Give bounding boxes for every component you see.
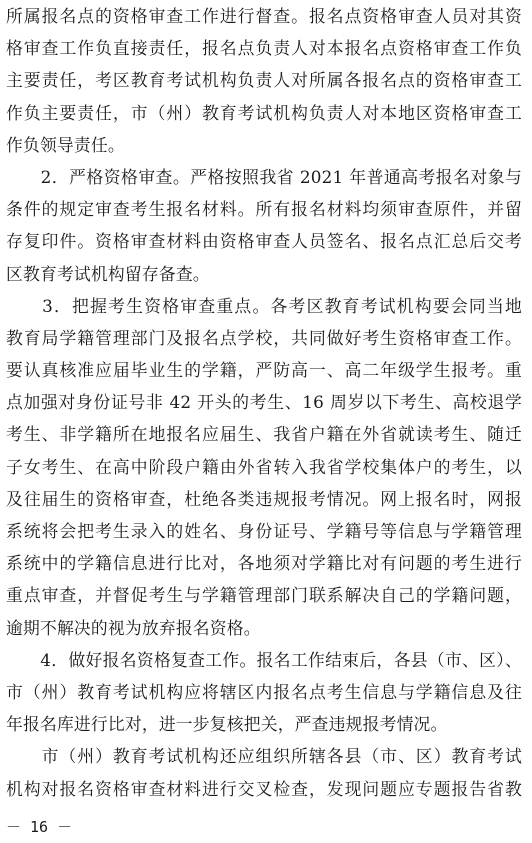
text-line: 4．做好报名资格复查工作。报名工作结束后，各县（市、区）、 [6, 649, 522, 670]
text-line: 系统将会把考生录入的姓名、身份证号、学籍号等信息与学籍管理 [6, 521, 522, 541]
text-line: 考生、非学籍所在地报名应届生、我省户籍在外省就读考生、随迁 [6, 424, 522, 445]
text-line: 3．把握考生资格审查重点。各考区教育考试机构要会同当地 [6, 295, 522, 316]
text-line: 所属报名点的资格审查工作进行督查。报名点资格审查人员对其资 [6, 6, 522, 26]
page-number: － 16 － [6, 818, 73, 836]
text-line: 机构对报名资格审查材料进行交叉检查，发现问题应专题报告省教 [6, 778, 522, 799]
text-line: 存复印件。资格审查材料由资格审查人员签名、报名点汇总后交考 [6, 231, 522, 252]
text-line: 系统中的学籍信息进行比对，各地须对学籍比对有问题的考生进行 [6, 553, 522, 574]
document-body [6, 0, 522, 805]
text-line: 2．严格资格审查。严格按照我省 2021 年普通高考报名对象与 [6, 166, 522, 187]
text-line: 市（州）教育考试机构应将辖区内报名点考生信息与学籍信息及往 [6, 681, 522, 702]
text-line: 点加强对身份证号非 42 开头的考生、16 周岁以下考生、高校退学 [6, 392, 522, 413]
text-line: 市（州）教育考试机构还应组织所辖各县（市、区）教育考试 [6, 746, 522, 767]
text-line: 条件的规定审查考生报名材料。所有报名材料均须审查原件，并留 [6, 199, 522, 220]
text-line: 作负主要责任，市（州）教育考试机构负责人对本地区资格审查工 [6, 102, 522, 123]
text-line: 及往届生的资格审查，杜绝各类违规报考情况。网上报名时，网报 [6, 488, 522, 509]
text-line: 主要责任，考区教育考试机构负责人对所属各报名点的资格审查工 [6, 70, 522, 91]
text-line: 作负领导责任。 [6, 134, 125, 155]
text-line: 逾期不解决的视为放弃报名资格。 [6, 617, 261, 638]
text-line: 要认真核准应届毕业生的学籍，严防高一、高二年级学生报考。重 [6, 360, 522, 381]
text-line: 年报名库进行比对，进一步复核把关，严查违规报考情况。 [6, 714, 448, 735]
text-line: 格审查工作负直接责任，报名点负责人对本报名点资格审查工作负 [6, 38, 522, 59]
text-line: 子女考生、在高中阶段户籍由外省转入我省学校集体户的考生，以 [6, 456, 522, 477]
text-line: 重点审查，并督促考生与学籍管理部门联系解决自己的学籍问题， [6, 585, 522, 606]
text-line: 区教育考试机构留存备查。 [6, 263, 210, 284]
text-line: 教育局学籍管理部门及报名点学校，共同做好考生资格审查工作。 [6, 327, 522, 348]
